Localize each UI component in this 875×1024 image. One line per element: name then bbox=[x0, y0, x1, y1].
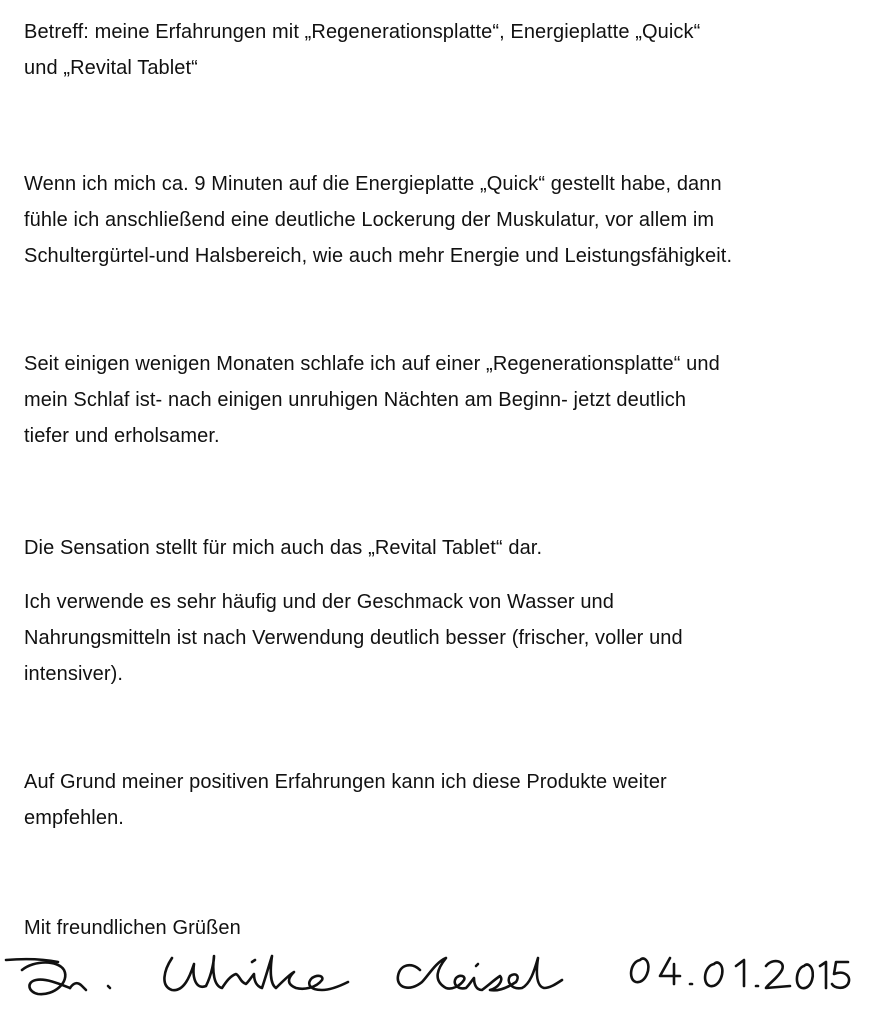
subject-line-1: Betreff: meine Erfahrungen mit „Regenerationsplatte“, Energieplatte „Quick“ bbox=[24, 21, 701, 43]
subject-line bbox=[24, 14, 864, 86]
signature-i-dot-2 bbox=[476, 964, 478, 966]
signature-kaisel bbox=[398, 958, 562, 990]
paragraph-line: Nahrungsmitteln ist nach Verwendung deutlich besser (frischer, voller und bbox=[24, 627, 683, 649]
paragraph-revital-tablet-intro bbox=[24, 530, 864, 566]
paragraph-line: Ich verwende es sehr häufig und der Geschmack von Wasser und bbox=[24, 591, 615, 613]
paragraph-line: intensiver). bbox=[24, 663, 124, 685]
signature-dot bbox=[108, 986, 110, 988]
signature-letter-r bbox=[70, 983, 86, 990]
paragraph-recommendation bbox=[24, 764, 864, 836]
signature-i-dot bbox=[252, 960, 255, 962]
paragraph-line: tiefer und erholsamer. bbox=[24, 425, 220, 447]
signature-ulrike bbox=[164, 956, 348, 990]
paragraph-line: Seit einigen wenigen Monaten schlafe ich auf einer „Regenerationsplatte“ und bbox=[24, 353, 720, 375]
handwritten-signature bbox=[0, 936, 875, 1016]
signature-letter-d bbox=[22, 963, 70, 995]
paragraph-revital-tablet-usage bbox=[24, 584, 864, 692]
closing-text: Mit freundlichen Grüßen bbox=[24, 917, 241, 939]
paragraph-line: Schultergürtel-und Halsbereich, wie auch mehr Energie und Leistungsfähigkeit. bbox=[24, 245, 733, 267]
paragraph-line: Wenn ich mich ca. 9 Minuten auf die Energieplatte „Quick“ gestellt habe, dann bbox=[24, 173, 722, 195]
paragraph-quick-plate bbox=[24, 166, 864, 274]
paragraph-line: Die Sensation stellt für mich auch das „Revital Tablet“ dar. bbox=[24, 537, 543, 559]
signature-drawing bbox=[0, 936, 875, 1016]
paragraph-line: Auf Grund meiner positiven Erfahrungen kann ich diese Produkte weiter bbox=[24, 771, 667, 793]
paragraph-line: empfehlen. bbox=[24, 807, 124, 829]
paragraph-line: mein Schlaf ist- nach einigen unruhigen Nächten am Beginn- jetzt deutlich bbox=[24, 389, 687, 411]
subject-line-2: und „Revital Tablet“ bbox=[24, 57, 198, 79]
paragraph-regeneration-plate bbox=[24, 346, 864, 454]
signature-date bbox=[631, 958, 849, 988]
paragraph-line: fühle ich anschließend eine deutliche Lockerung der Muskulatur, vor allem im bbox=[24, 209, 715, 231]
